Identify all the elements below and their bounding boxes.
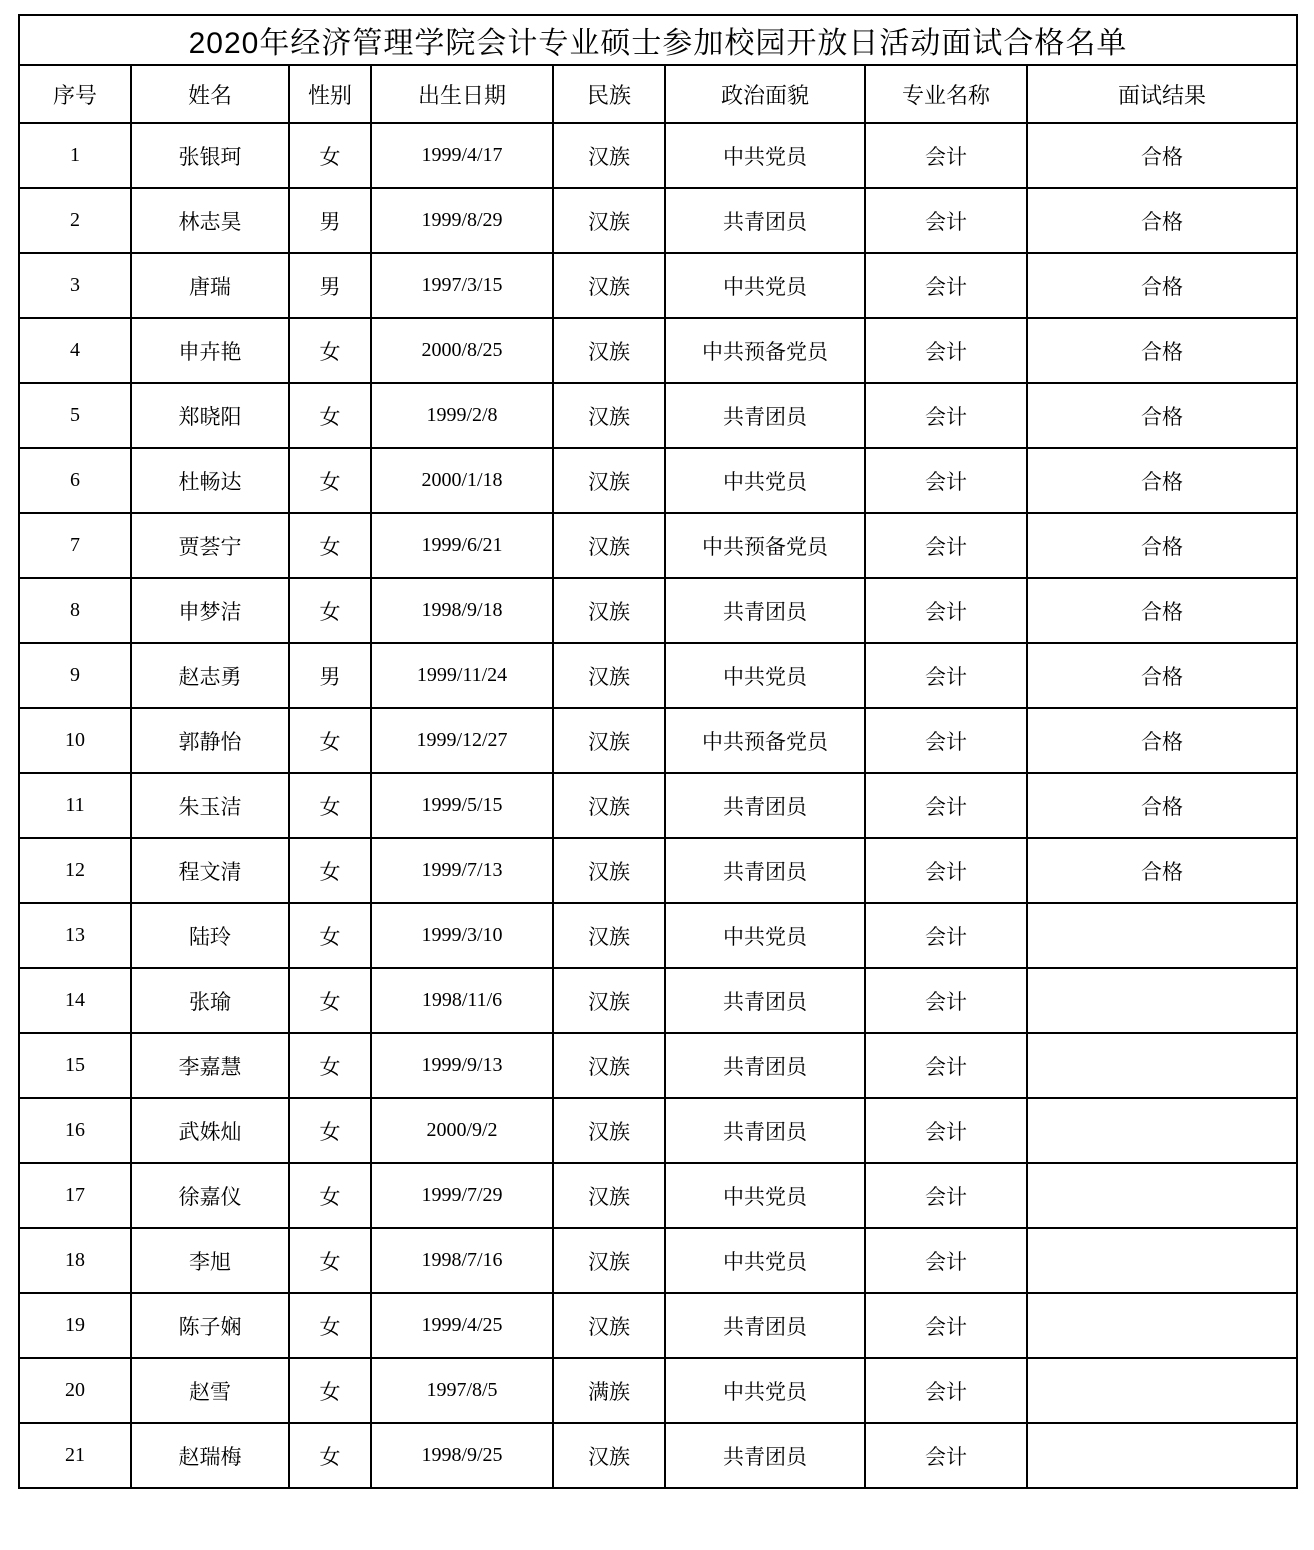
cell-major: 会计: [865, 643, 1027, 708]
cell-birth: 1999/3/10: [371, 903, 553, 968]
table-row: [19, 1163, 1297, 1228]
table-row: [19, 318, 1297, 383]
cell-result: 合格: [1027, 188, 1297, 253]
cell-birth: 1997/8/5: [371, 1358, 553, 1423]
cell-result: 合格: [1027, 123, 1297, 188]
cell-birth: 1999/7/29: [371, 1163, 553, 1228]
cell-major: 会计: [865, 968, 1027, 1033]
cell-major: 会计: [865, 838, 1027, 903]
cell-result: 合格: [1027, 578, 1297, 643]
cell-name: 陆玲: [131, 903, 289, 968]
cell-political: 中共预备党员: [665, 513, 865, 578]
cell-no: 18: [19, 1228, 131, 1293]
cell-political: 共青团员: [665, 383, 865, 448]
cell-result: [1027, 1423, 1297, 1488]
cell-ethnic: 汉族: [553, 1293, 665, 1358]
cell-ethnic: 汉族: [553, 383, 665, 448]
table-row: [19, 903, 1297, 968]
cell-result: [1027, 903, 1297, 968]
cell-name: 武姝灿: [131, 1098, 289, 1163]
cell-no: 12: [19, 838, 131, 903]
cell-political: 中共党员: [665, 643, 865, 708]
cell-birth: 1999/9/13: [371, 1033, 553, 1098]
column-header: 性别: [289, 65, 371, 123]
cell-no: 10: [19, 708, 131, 773]
cell-gender: 女: [289, 318, 371, 383]
cell-birth: 1998/11/6: [371, 968, 553, 1033]
cell-ethnic: 汉族: [553, 708, 665, 773]
cell-ethnic: 汉族: [553, 578, 665, 643]
cell-birth: 1999/5/15: [371, 773, 553, 838]
cell-birth: 1997/3/15: [371, 253, 553, 318]
cell-political: 共青团员: [665, 968, 865, 1033]
cell-no: 6: [19, 448, 131, 513]
cell-political: 中共党员: [665, 1163, 865, 1228]
column-header: 民族: [553, 65, 665, 123]
cell-political: 中共党员: [665, 253, 865, 318]
cell-ethnic: 汉族: [553, 448, 665, 513]
table-row: [19, 513, 1297, 578]
column-header: 出生日期: [371, 65, 553, 123]
cell-gender: 女: [289, 513, 371, 578]
table-row: [19, 643, 1297, 708]
cell-name: 贾荟宁: [131, 513, 289, 578]
cell-result: 合格: [1027, 253, 1297, 318]
cell-gender: 女: [289, 448, 371, 513]
cell-name: 张银珂: [131, 123, 289, 188]
cell-no: 1: [19, 123, 131, 188]
cell-political: 共青团员: [665, 838, 865, 903]
cell-gender: 女: [289, 123, 371, 188]
cell-birth: 1999/6/21: [371, 513, 553, 578]
cell-gender: 女: [289, 708, 371, 773]
cell-no: 20: [19, 1358, 131, 1423]
table-row: [19, 1033, 1297, 1098]
cell-birth: 1998/7/16: [371, 1228, 553, 1293]
cell-birth: 1999/7/13: [371, 838, 553, 903]
cell-gender: 女: [289, 1033, 371, 1098]
cell-name: 朱玉洁: [131, 773, 289, 838]
cell-name: 李旭: [131, 1228, 289, 1293]
cell-ethnic: 满族: [553, 1358, 665, 1423]
cell-no: 5: [19, 383, 131, 448]
cell-major: 会计: [865, 318, 1027, 383]
cell-result: 合格: [1027, 383, 1297, 448]
cell-major: 会计: [865, 708, 1027, 773]
cell-ethnic: 汉族: [553, 968, 665, 1033]
cell-no: 13: [19, 903, 131, 968]
cell-ethnic: 汉族: [553, 318, 665, 383]
cell-political: 中共预备党员: [665, 708, 865, 773]
cell-no: 8: [19, 578, 131, 643]
cell-gender: 男: [289, 643, 371, 708]
cell-ethnic: 汉族: [553, 1098, 665, 1163]
cell-major: 会计: [865, 513, 1027, 578]
cell-name: 申梦洁: [131, 578, 289, 643]
cell-gender: 男: [289, 253, 371, 318]
cell-no: 2: [19, 188, 131, 253]
cell-result: [1027, 1293, 1297, 1358]
cell-result: [1027, 1228, 1297, 1293]
cell-result: 合格: [1027, 448, 1297, 513]
cell-result: 合格: [1027, 708, 1297, 773]
cell-result: 合格: [1027, 643, 1297, 708]
table-row: [19, 1423, 1297, 1488]
cell-political: 共青团员: [665, 1293, 865, 1358]
cell-political: 中共党员: [665, 123, 865, 188]
table-row: [19, 1358, 1297, 1423]
cell-birth: 1999/12/27: [371, 708, 553, 773]
cell-political: 共青团员: [665, 773, 865, 838]
cell-result: 合格: [1027, 513, 1297, 578]
cell-gender: 女: [289, 773, 371, 838]
cell-gender: 女: [289, 903, 371, 968]
cell-name: 唐瑞: [131, 253, 289, 318]
table-header-row: [19, 65, 1297, 123]
cell-name: 李嘉慧: [131, 1033, 289, 1098]
cell-major: 会计: [865, 1358, 1027, 1423]
cell-no: 7: [19, 513, 131, 578]
cell-no: 9: [19, 643, 131, 708]
column-header: 专业名称: [865, 65, 1027, 123]
table-row: [19, 123, 1297, 188]
cell-gender: 女: [289, 1228, 371, 1293]
cell-birth: 2000/8/25: [371, 318, 553, 383]
table-row: [19, 968, 1297, 1033]
cell-no: 14: [19, 968, 131, 1033]
cell-name: 程文清: [131, 838, 289, 903]
column-header: 面试结果: [1027, 65, 1297, 123]
cell-birth: 1998/9/18: [371, 578, 553, 643]
cell-ethnic: 汉族: [553, 1423, 665, 1488]
column-header: 政治面貌: [665, 65, 865, 123]
cell-name: 赵瑞梅: [131, 1423, 289, 1488]
cell-major: 会计: [865, 123, 1027, 188]
cell-major: 会计: [865, 188, 1027, 253]
table-row: [19, 1293, 1297, 1358]
cell-major: 会计: [865, 1098, 1027, 1163]
cell-political: 共青团员: [665, 1033, 865, 1098]
cell-birth: 1999/11/24: [371, 643, 553, 708]
cell-gender: 女: [289, 838, 371, 903]
cell-ethnic: 汉族: [553, 903, 665, 968]
table-row: [19, 1098, 1297, 1163]
cell-political: 共青团员: [665, 578, 865, 643]
cell-no: 11: [19, 773, 131, 838]
cell-birth: 1998/9/25: [371, 1423, 553, 1488]
table-row: [19, 1228, 1297, 1293]
cell-name: 郑晓阳: [131, 383, 289, 448]
cell-gender: 女: [289, 578, 371, 643]
cell-no: 17: [19, 1163, 131, 1228]
cell-result: [1027, 1033, 1297, 1098]
cell-name: 申卉艳: [131, 318, 289, 383]
cell-ethnic: 汉族: [553, 1228, 665, 1293]
cell-major: 会计: [865, 1163, 1027, 1228]
cell-result: 合格: [1027, 838, 1297, 903]
cell-political: 中共预备党员: [665, 318, 865, 383]
cell-name: 杜畅达: [131, 448, 289, 513]
cell-name: 陈子娴: [131, 1293, 289, 1358]
cell-major: 会计: [865, 1033, 1027, 1098]
cell-gender: 女: [289, 383, 371, 448]
cell-no: 15: [19, 1033, 131, 1098]
table-row: [19, 708, 1297, 773]
cell-major: 会计: [865, 448, 1027, 513]
column-header: 姓名: [131, 65, 289, 123]
cell-ethnic: 汉族: [553, 253, 665, 318]
cell-birth: 1999/8/29: [371, 188, 553, 253]
cell-ethnic: 汉族: [553, 643, 665, 708]
cell-gender: 女: [289, 1358, 371, 1423]
cell-political: 共青团员: [665, 188, 865, 253]
cell-gender: 男: [289, 188, 371, 253]
cell-political: 共青团员: [665, 1098, 865, 1163]
cell-ethnic: 汉族: [553, 188, 665, 253]
cell-political: 中共党员: [665, 1228, 865, 1293]
cell-major: 会计: [865, 253, 1027, 318]
cell-birth: 1999/4/17: [371, 123, 553, 188]
cell-result: 合格: [1027, 773, 1297, 838]
cell-no: 21: [19, 1423, 131, 1488]
cell-result: [1027, 1098, 1297, 1163]
table-row: [19, 188, 1297, 253]
cell-major: 会计: [865, 1293, 1027, 1358]
cell-political: 共青团员: [665, 1423, 865, 1488]
cell-name: 林志昊: [131, 188, 289, 253]
cell-ethnic: 汉族: [553, 1163, 665, 1228]
column-header: 序号: [19, 65, 131, 123]
table-row: [19, 578, 1297, 643]
cell-no: 19: [19, 1293, 131, 1358]
table-row: [19, 773, 1297, 838]
cell-birth: 2000/1/18: [371, 448, 553, 513]
document-title: 2020年经济管理学院会计专业硕士参加校园开放日活动面试合格名单: [19, 15, 1297, 65]
cell-name: 赵志勇: [131, 643, 289, 708]
cell-birth: 1999/4/25: [371, 1293, 553, 1358]
cell-gender: 女: [289, 1163, 371, 1228]
cell-ethnic: 汉族: [553, 773, 665, 838]
cell-ethnic: 汉族: [553, 838, 665, 903]
table-title-row: [19, 15, 1297, 65]
cell-name: 张瑜: [131, 968, 289, 1033]
table-row: [19, 383, 1297, 448]
cell-result: [1027, 1358, 1297, 1423]
cell-major: 会计: [865, 1423, 1027, 1488]
cell-result: [1027, 1163, 1297, 1228]
cell-no: 3: [19, 253, 131, 318]
cell-ethnic: 汉族: [553, 1033, 665, 1098]
cell-major: 会计: [865, 1228, 1027, 1293]
cell-name: 徐嘉仪: [131, 1163, 289, 1228]
cell-result: [1027, 968, 1297, 1033]
cell-result: 合格: [1027, 318, 1297, 383]
cell-political: 中共党员: [665, 1358, 865, 1423]
cell-gender: 女: [289, 1423, 371, 1488]
cell-gender: 女: [289, 1098, 371, 1163]
table-row: [19, 838, 1297, 903]
cell-gender: 女: [289, 1293, 371, 1358]
cell-birth: 1999/2/8: [371, 383, 553, 448]
cell-major: 会计: [865, 578, 1027, 643]
cell-ethnic: 汉族: [553, 123, 665, 188]
cell-ethnic: 汉族: [553, 513, 665, 578]
cell-no: 4: [19, 318, 131, 383]
cell-major: 会计: [865, 773, 1027, 838]
cell-gender: 女: [289, 968, 371, 1033]
cell-political: 中共党员: [665, 448, 865, 513]
cell-political: 中共党员: [665, 903, 865, 968]
cell-no: 16: [19, 1098, 131, 1163]
candidate-list-table: [18, 14, 1298, 1489]
cell-birth: 2000/9/2: [371, 1098, 553, 1163]
table-row: [19, 253, 1297, 318]
table-row: [19, 448, 1297, 513]
cell-name: 郭静怡: [131, 708, 289, 773]
cell-major: 会计: [865, 903, 1027, 968]
cell-major: 会计: [865, 383, 1027, 448]
cell-name: 赵雪: [131, 1358, 289, 1423]
